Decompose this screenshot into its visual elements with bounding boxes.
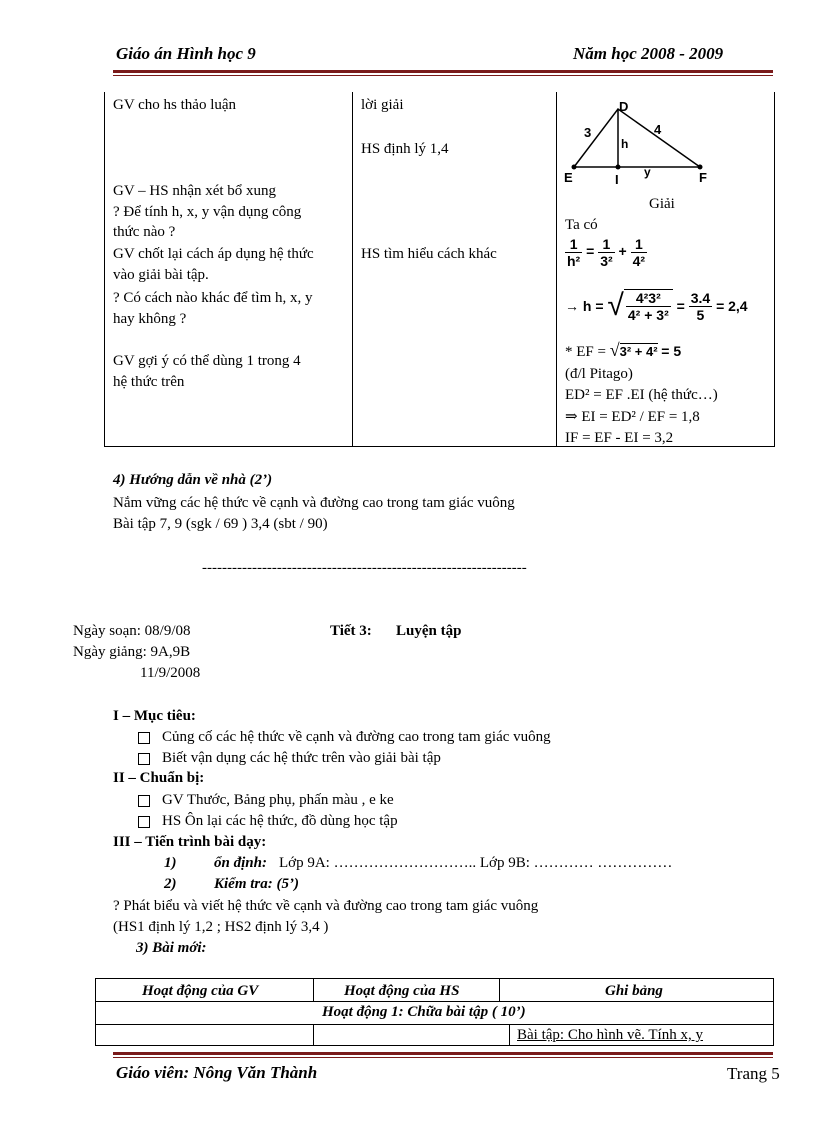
hs-other-way: HS tìm hiểu cách khác: [361, 246, 497, 262]
preparation-item: HS Ôn lại các hệ thức, đồ dùng học tập: [138, 811, 398, 831]
ngay-soan: Ngày soạn: 08/9/08: [73, 623, 191, 639]
ngay-giang: Ngày giảng: 9A,9B: [73, 644, 191, 660]
formula-ef: * EF = √3² + 4² = 5: [565, 340, 682, 360]
gv-discussion: GV cho hs thảo luận: [113, 97, 237, 113]
step1-label: ổn định:: [214, 855, 267, 871]
homework-line1: Nắm vững các hệ thức về cạnh và đường cao trong tam giác vuông: [113, 495, 515, 511]
vertex-i: I: [615, 172, 619, 187]
solution-title: Giải: [649, 196, 675, 212]
header-title: Giáo án Hình học 9: [116, 44, 256, 63]
section-preparation: II – Chuẩn bị:: [113, 770, 205, 786]
step1-text: Lớp 9A: ……………………….. Lớp 9B: ………… ……………: [279, 855, 673, 871]
step3-title: 3) Bài mới:: [136, 940, 207, 956]
lesson-period: Tiết 3:: [330, 623, 372, 639]
objective-item: Củng cố các hệ thức về cạnh và đường cao trong tam giác vuông: [138, 727, 551, 747]
gv-review: GV – HS nhận xét bổ xung: [113, 183, 277, 199]
hs-theorem: HS định lý 1,4: [361, 141, 449, 157]
side-de-label: 3: [584, 125, 592, 140]
page-number: Trang 5: [727, 1064, 780, 1083]
section-objectives: I – Mục tiêu:: [113, 708, 196, 724]
header-rule: [113, 70, 773, 73]
lesson-title: Luyện tập: [396, 623, 462, 639]
height-label: h: [621, 137, 629, 151]
exercise-text: Bài tập: Cho hình vẽ. Tính x, y: [517, 1027, 703, 1043]
col-header-board: Ghi bảng: [605, 983, 663, 999]
step2-label: Kiểm tra: (5’): [214, 876, 299, 892]
objective-item: Biết vận dụng các hệ thức trên vào giải bài tập: [138, 748, 441, 768]
homework-line2: Bài tập 7, 9 (sgk / 69 ) 3,4 (sbt / 90): [113, 516, 328, 532]
ei-result: ⇒ EI = ED² / EF = 1,8: [565, 409, 700, 425]
vertex-e: E: [564, 170, 573, 185]
col-header-gv: Hoạt động của GV: [142, 983, 259, 999]
ta-co: Ta có: [565, 217, 598, 233]
header-year: Năm học 2008 - 2009: [573, 44, 724, 63]
side-df-label: 4: [654, 122, 662, 137]
hs-solution: lời giải: [361, 97, 404, 113]
section-separator: -----------------------------------------------------------------: [202, 560, 527, 576]
check-question: ? Phát biểu và viết hệ thức về cạnh và đường cao trong tam giác vuông: [113, 898, 539, 914]
footer-rule: [113, 1052, 773, 1055]
gv-other-way: ? Có cách nào khác để tìm h, x, y: [113, 290, 313, 306]
formula-h: → h = √ $\frac{\text{4²3²}}{\text{4² + 3²}}$ = $\frac{3.4}{5}$ = 2,4: [565, 289, 748, 323]
vertex-f: F: [699, 170, 707, 185]
pitago-note: (đ/l Pitago): [565, 366, 633, 382]
gv-conclude: GV chốt lại cách áp dụng hệ thức: [113, 246, 314, 262]
vertex-d: D: [619, 99, 629, 114]
gv-hint: GV gợi ý có thể dùng 1 trong 4: [113, 353, 301, 369]
preparation-item: GV Thước, Bảng phụ, phấn màu , e ke: [138, 790, 394, 810]
segment-y-label: y: [644, 165, 651, 179]
ed-relation: ED² = EF .EI (hệ thức…): [565, 387, 718, 403]
triangle-figure: [562, 96, 712, 188]
activity-title: Hoạt động 1: Chữa bài tập ( 10’): [322, 1004, 526, 1020]
ngay-giang-date: 11/9/2008: [140, 665, 201, 681]
gv-conclude-cont: vào giải bài tập.: [113, 267, 209, 283]
col-header-hs: Hoạt động của HS: [344, 983, 460, 999]
gv-question: ? Để tính h, x, y vận dụng công: [113, 204, 302, 220]
if-result: IF = EF - EI = 3,2: [565, 430, 674, 446]
formula-reciprocal: $\frac{1}{\text{h²}}$ = $\frac{1}{\text{3²}}$ + $\frac{1}{\text{4²}}$: [567, 236, 646, 269]
homework-title: 4) Hướng dẫn về nhà (2’): [113, 472, 273, 488]
gv-question-cont: thức nào ?: [113, 224, 176, 240]
footer-rule-thin: [113, 1057, 773, 1058]
gv-hint-cont: hệ thức trên: [113, 374, 185, 390]
gv-other-way-cont: hay không ?: [113, 311, 187, 327]
step1-number: 1): [164, 855, 177, 871]
footer-teacher: Giáo viên: Nông Văn Thành: [116, 1063, 318, 1082]
header-rule-thin: [113, 75, 773, 76]
step2-number: 2): [164, 876, 177, 892]
check-assignment: (HS1 định lý 1,2 ; HS2 định lý 3,4 ): [113, 919, 329, 935]
section-procedure: III – Tiến trình bài dạy:: [113, 834, 267, 850]
